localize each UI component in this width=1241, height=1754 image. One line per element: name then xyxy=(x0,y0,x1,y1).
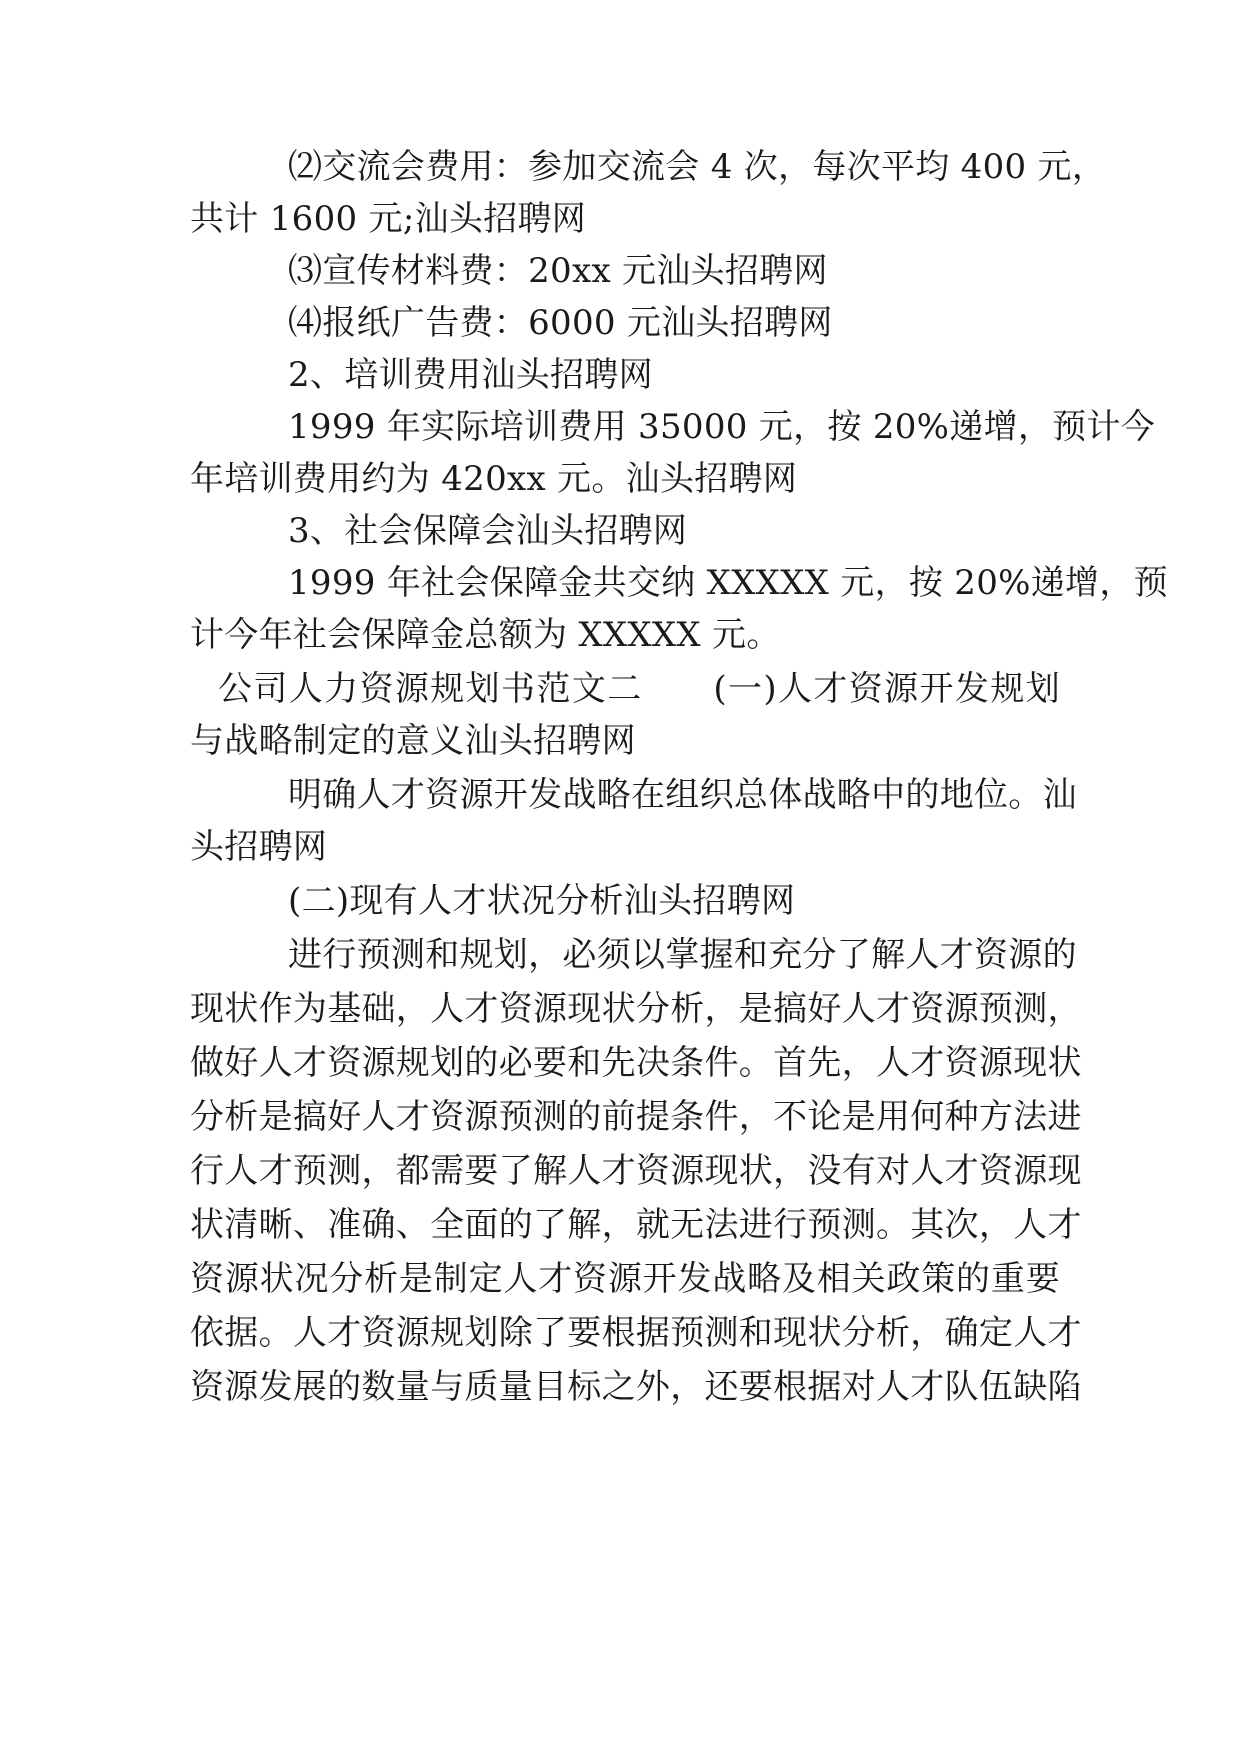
section-heading: 3、社会保障会汕头招聘网 xyxy=(288,511,688,551)
text-line: 明确人才资源开发战略在组织总体战略中的地位。汕 xyxy=(288,775,1077,815)
text-line: ⑷报纸广告费：6000 元汕头招聘网 xyxy=(288,303,833,343)
text-line: 年培训费用约为 420xx 元。汕头招聘网 xyxy=(190,459,798,499)
text-line: 状清晰、准确、全面的了解，就无法进行预测。其次，人才 xyxy=(190,1205,1082,1245)
text-line: 共计 1600 元;汕头招聘网 xyxy=(190,199,587,239)
text-line: 现状作为基础，人才资源现状分析，是搞好人才资源预测， xyxy=(190,989,1082,1029)
text-line: 做好人才资源规划的必要和先决条件。首先，人才资源现状 xyxy=(190,1043,1082,1083)
section-heading: (二)现有人才状况分析汕头招聘网 xyxy=(288,881,796,921)
text-line: 进行预测和规划，必须以掌握和充分了解人才资源的 xyxy=(288,935,1077,975)
section-heading: 2、培训费用汕头招聘网 xyxy=(288,355,653,395)
text-line: 资源发展的数量与质量目标之外，还要根据对人才队伍缺陷 xyxy=(190,1367,1082,1407)
text-line: 1999 年实际培训费用 35000 元，按 20%递增，预计今 xyxy=(288,407,1156,447)
text-line: 行人才预测，都需要了解人才资源现状，没有对人才资源现 xyxy=(190,1151,1082,1191)
text-line: 与战略制定的意义汕头招聘网 xyxy=(190,721,636,761)
text-line: 依据。人才资源规划除了要根据预测和现状分析，确定人才 xyxy=(190,1313,1082,1353)
document-subtitle: 公司人力资源规划书范文二 (一)人才资源开发规划 xyxy=(218,669,1060,709)
text-line: 计今年社会保障金总额为 XXXXX 元。 xyxy=(190,615,781,655)
text-line: ⑵交流会费用：参加交流会 4 次，每次平均 400 元， xyxy=(288,147,1107,187)
text-line: ⑶宣传材料费：20xx 元汕头招聘网 xyxy=(288,251,828,291)
text-line: 1999 年社会保障金共交纳 XXXXX 元，按 20%递增，预 xyxy=(288,563,1168,603)
text-line: 头招聘网 xyxy=(190,827,328,867)
text-line: 分析是搞好人才资源预测的前提条件，不论是用何种方法进 xyxy=(190,1097,1082,1137)
text-line: 资源状况分析是制定人才资源开发战略及相关政策的重要 xyxy=(190,1259,1060,1299)
